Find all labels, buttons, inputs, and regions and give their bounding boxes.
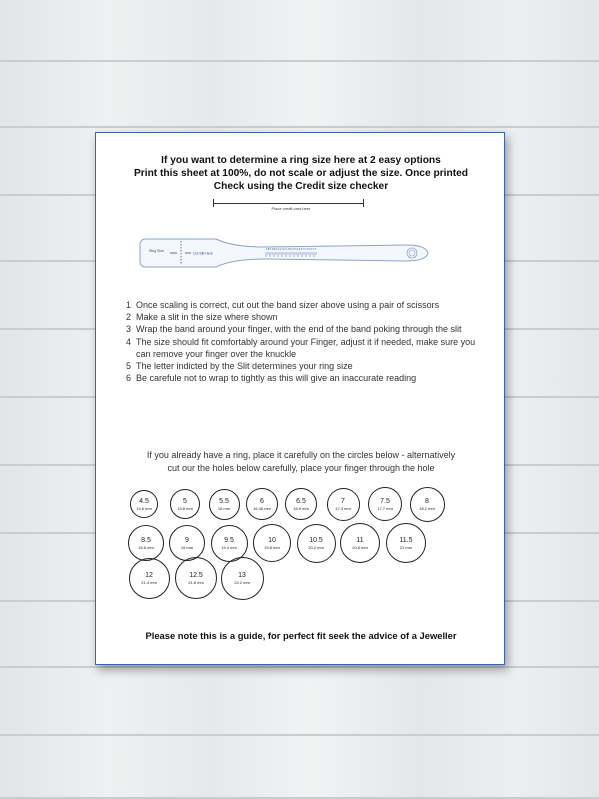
ring-circle-11-5 <box>386 523 426 563</box>
ring-mm-label: 18.6 mm <box>138 544 154 550</box>
ring-intro-line-1: If you already have a ring, place it carefully on the circles below - alternatively <box>146 450 456 460</box>
heading-line-2: Print this sheet at 100%, do not scale or adjust the size. Once printed <box>133 168 468 179</box>
ring-mm-label: 20.2 mm <box>308 544 324 550</box>
ring-size-label: 7 <box>341 497 345 505</box>
ring-mm-label: 19.8 mm <box>264 544 280 550</box>
ring-mm-label: 15.6 mm <box>177 505 193 511</box>
credit-card-label: Place credit card here <box>271 206 311 211</box>
ring-mm-label: 22.2 mm <box>234 579 250 585</box>
wood-plank <box>0 736 599 799</box>
instruction-item <box>126 299 481 311</box>
ring-size-label: 5.5 <box>219 497 229 505</box>
ring-size-label: 7.5 <box>380 497 390 505</box>
ring-size-label: 11.5 <box>399 536 413 544</box>
instruction-number: 2 <box>126 312 132 323</box>
ring-circle-9-5 <box>211 525 248 562</box>
cut-slit-label: Cut Slit Here <box>193 251 213 256</box>
ring-circle-6-5 <box>285 488 317 520</box>
band-scale-letters: A B C D E F G H I J K L M N O P Q R S T U V W X Y Z <box>266 248 330 251</box>
footer-note: Please note this is a guide, for perfect fit seek the advice of a Jeweller <box>145 630 457 641</box>
ring-mm-label: 16.45 mm <box>253 505 271 511</box>
ring-mm-label: 17.7 mm <box>377 505 393 511</box>
ring-mm-label: 21.4 mm <box>141 579 157 585</box>
credit-card-guide-left-tick <box>213 199 214 207</box>
ring-mm-label: 21.8 mm <box>188 579 204 585</box>
ring-circle-7 <box>327 488 360 521</box>
ring-mm-label: 18.2 mm <box>419 505 435 511</box>
ring-circle-5 <box>170 489 200 519</box>
ring-circle-5-5 <box>209 489 240 520</box>
ring-mm-label: 20.6 mm <box>352 544 368 550</box>
ring-mm-label: 16.9 mm <box>293 505 309 511</box>
wood-plank <box>0 62 599 128</box>
credit-card-guide-line <box>213 203 363 204</box>
ring-size-label: 12.5 <box>189 571 203 579</box>
instruction-text: Make a slit in the size where shown <box>136 312 278 323</box>
ring-circle-7-5 <box>368 487 402 521</box>
ring-mm-label: 19.4 mm <box>221 544 237 550</box>
instruction-text: The letter indicted by the Slit determines your ring size <box>136 361 353 372</box>
instruction-number: 6 <box>126 373 132 384</box>
ring-size-label: 4.5 <box>139 497 149 505</box>
ring-circle-6 <box>246 488 278 520</box>
ring-size-label: 5 <box>183 497 187 505</box>
ring-mm-label: 14.6 mm <box>136 505 152 511</box>
ring-circle-8-5 <box>128 525 164 561</box>
ring-mm-label: 19 mm <box>180 544 194 550</box>
ring-circle-13 <box>221 557 264 600</box>
ring-size-label: 9 <box>185 536 189 544</box>
ring-size-label: 11 <box>356 536 364 544</box>
ring-size-label: 8 <box>425 497 429 505</box>
ring-size-label: Ring Size <box>149 249 164 253</box>
ring-intro-line-2: cut our the holes below carefully, place your finger through the hole <box>167 463 435 473</box>
ring-circle-10-5 <box>297 524 336 563</box>
ring-size-label: 10.5 <box>309 536 323 544</box>
ring-size-label: 6.5 <box>296 497 306 505</box>
ring-size-label: 10 <box>268 536 276 544</box>
ring-size-label: 6 <box>260 497 264 505</box>
ring-circle-11 <box>340 523 380 563</box>
instruction-number: 5 <box>126 361 132 372</box>
ring-size-label: 8.5 <box>141 536 151 544</box>
instruction-item <box>126 360 481 372</box>
ring-sizer-sheet <box>95 132 505 665</box>
heading-line-1: If you want to determine a ring size here at 2 easy options <box>161 155 441 166</box>
ring-size-label: 9.5 <box>224 536 234 544</box>
ring-mm-label: 21 mm <box>399 544 413 550</box>
instruction-list <box>126 299 481 384</box>
ring-size-label: 13 <box>238 571 246 579</box>
ring-circle-12 <box>129 558 170 599</box>
wood-plank <box>0 0 599 62</box>
instruction-text: The size should fit comfortably around your Finger, adjust it if needed, make sure you can remove your finger over the knuckle <box>136 336 476 359</box>
instruction-text: Wrap the band around your finger, with the end of the band poking through the slit <box>136 324 462 335</box>
instruction-item <box>126 323 481 335</box>
wood-plank <box>0 668 599 736</box>
instruction-number: 1 <box>126 300 132 310</box>
ring-mm-label: 16 mm <box>217 505 231 511</box>
ring-circle-8 <box>410 487 445 522</box>
instruction-item <box>126 311 481 323</box>
instruction-number: 4 <box>126 336 132 347</box>
instruction-text: Be carefule not to wrap to tightly as this will give an inaccurate reading <box>136 373 417 384</box>
ring-circle-12-5 <box>175 557 217 599</box>
ring-circle-4-5 <box>130 490 158 518</box>
ring-circle-9 <box>169 525 205 561</box>
band-sizer <box>136 233 436 273</box>
instruction-item <box>126 372 481 384</box>
instruction-text: Once scaling is correct, cut out the band sizer above using a pair of scissors <box>136 300 440 310</box>
heading-line-3: Check using the Credit size checker <box>213 181 389 192</box>
instruction-item <box>126 336 481 360</box>
ring-mm-label: 17.3 mm <box>335 505 351 511</box>
instruction-number: 3 <box>126 324 132 335</box>
ring-size-label: 12 <box>145 571 153 579</box>
ring-circle-10 <box>253 524 291 562</box>
